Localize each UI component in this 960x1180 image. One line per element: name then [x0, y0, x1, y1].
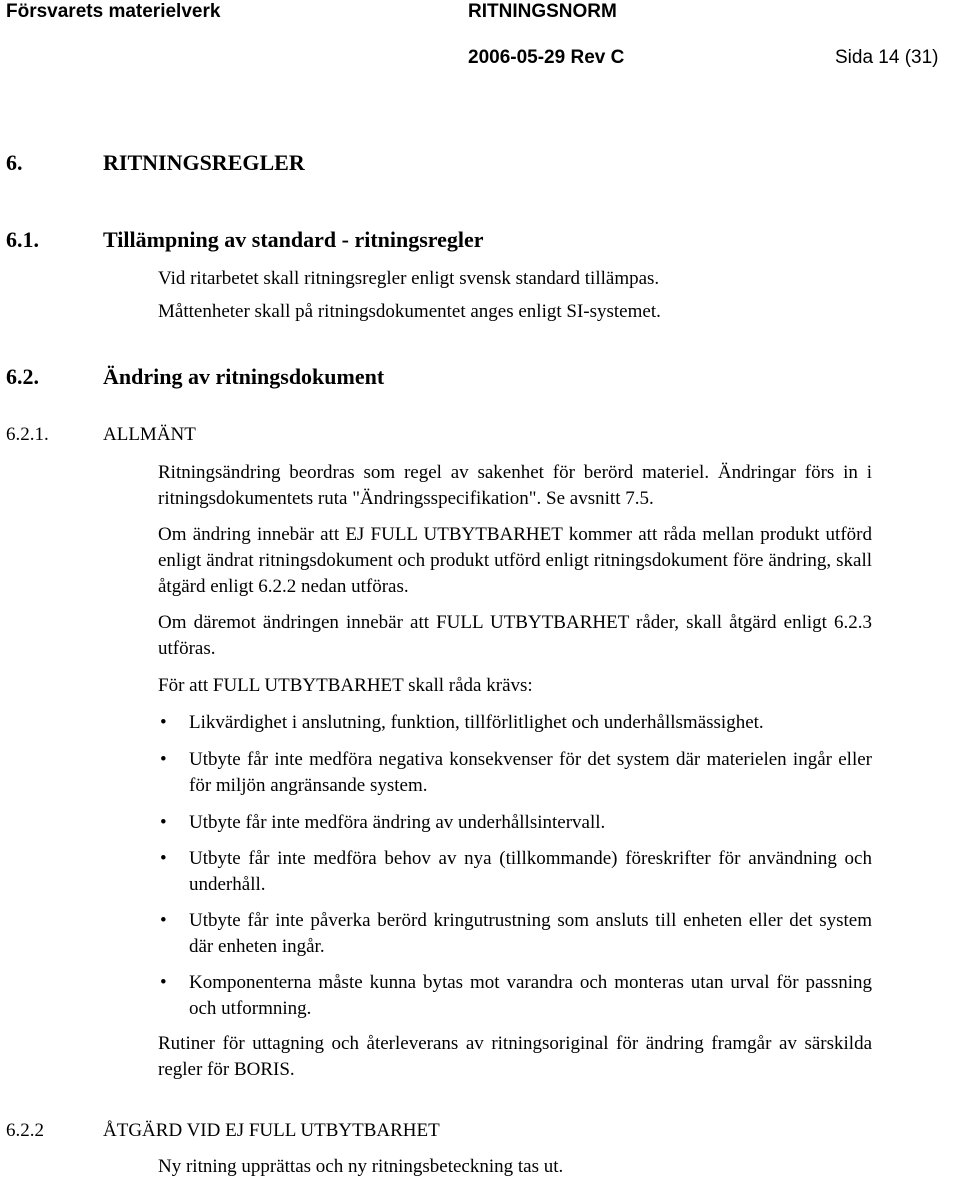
section-6-2-title: Ändring av ritningsdokument [103, 364, 385, 389]
section-6-number: 6. [6, 150, 23, 175]
list-item: Utbyte får inte påverka berörd kringutrustning som ansluts till enheten eller det system där enheten ingår. [189, 910, 872, 957]
header-page-number: Sida 14 (31) [835, 47, 939, 68]
section-6-1-title: Tillämpning av standard - ritningsregler [103, 227, 484, 252]
section-6-1-number: 6.1. [6, 227, 39, 252]
bullet-marker: • [160, 712, 167, 733]
section-6-2-1-number: 6.2.1. [6, 424, 49, 445]
bullet-marker: • [160, 848, 167, 869]
section-6-title: RITNINGSREGLER [103, 150, 305, 175]
header-document-name: RITNINGSNORM [468, 1, 617, 22]
section-6-1-line-1: Vid ritarbetet skall ritningsregler enligt svensk standard tillämpas. [158, 268, 660, 289]
section-6-2-2-title: ÅTGÄRD VID EJ FULL UTBYTBARHET [103, 1120, 440, 1141]
paragraph-requirements-intro: För att FULL UTBYTBARHET skall råda krävs: [158, 675, 533, 696]
section-6-2-1-title: ALLMÄNT [103, 424, 196, 445]
paragraph-change-order: Ritningsändring beordras som regel av sakenhet för berörd materiel. Ändringar förs in i ritningsdokumentets ruta "Ändringsspecifikation". Se avsnitt 7.5. [158, 462, 872, 509]
bullet-marker: • [160, 812, 167, 833]
list-item: Likvärdighet i anslutning, funktion, tillförlitlighet och underhållsmässighet. [189, 712, 764, 733]
header-organization: Försvarets materielverk [6, 1, 221, 22]
section-6-1-line-2: Måttenheter skall på ritningsdokumentet anges enligt SI-systemet. [158, 301, 661, 322]
list-item: Komponenterna måste kunna bytas mot varandra och monteras utan urval för passning och utformning. [189, 972, 872, 1019]
header-date-revision: 2006-05-29 Rev C [468, 47, 625, 68]
section-6-2-2-number: 6.2.2 [6, 1120, 44, 1141]
bullet-marker: • [160, 749, 167, 770]
bullet-marker: • [160, 910, 167, 931]
bullet-marker: • [160, 972, 167, 993]
paragraph-full-interchangeability: Om däremot ändringen innebär att FULL UTBYTBARHET råder, skall åtgärd enligt 6.2.3 utföras. [158, 612, 872, 659]
list-item: Utbyte får inte medföra behov av nya (tillkommande) föreskrifter för användning och underhåll. [189, 848, 872, 895]
paragraph-not-full-interchangeability: Om ändring innebär att EJ FULL UTBYTBARHET kommer att råda mellan produkt utförd enligt ändrat ritningsdokument och produkt utförd enligt ritningsdokument före ändring, skall åtgärd enligt 6.2.2 nedan utföras. [158, 524, 872, 597]
list-item: Utbyte får inte medföra ändring av underhållsintervall. [189, 812, 606, 833]
paragraph-boris-rules: Rutiner för uttagning och återleverans av ritningsoriginal för ändring framgår av särskilda regler för BORIS. [158, 1033, 872, 1080]
list-item: Utbyte får inte medföra negativa konsekvenser för det system där materielen ingår eller för miljön angränsande system. [189, 749, 872, 796]
section-6-2-number: 6.2. [6, 364, 39, 389]
section-6-2-2-line: Ny ritning upprättas och ny ritningsbeteckning tas ut. [158, 1156, 564, 1177]
